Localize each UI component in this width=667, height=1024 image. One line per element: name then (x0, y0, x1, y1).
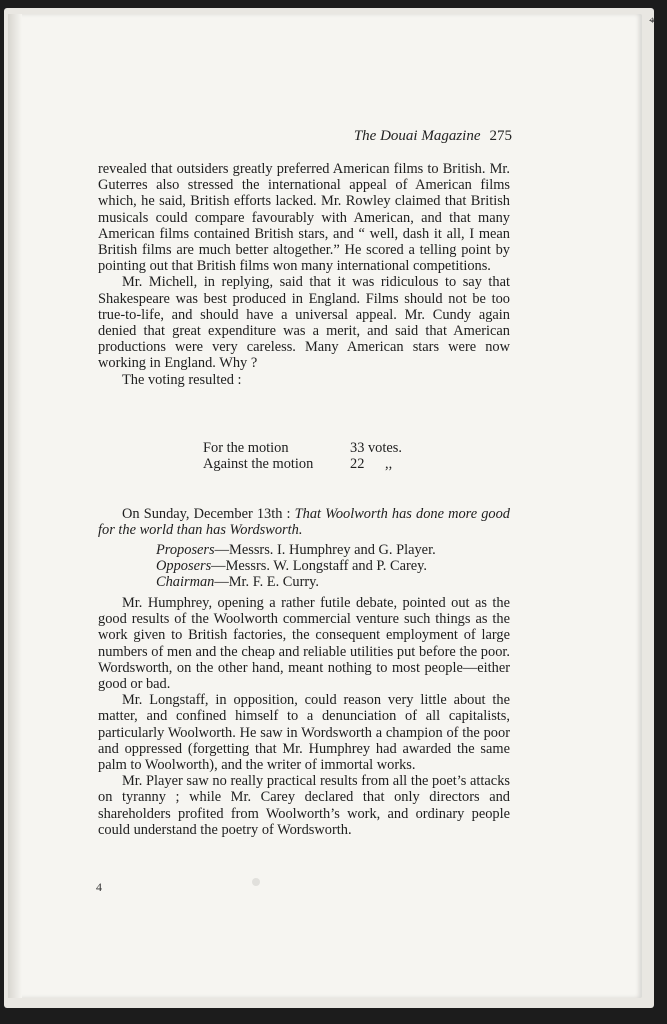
opposers-line (156, 558, 427, 574)
running-header (354, 128, 512, 145)
chairman-name: —Mr. F. E. Curry. (214, 574, 320, 590)
paragraph: revealed that outsiders greatly preferred American films to British. Mr. Guterres also stressed the international appeal of American films which, he said, British efforts lacked. Mr. Rowley claimed that British musicals could compare favourably with American, and that many American films contained British stars, and “ well, dash it all, I mean British films are much better altogether.” He scored a telling point by pointing out that British films won many international competitions. (98, 161, 510, 275)
chairman-label: Chairman (156, 574, 215, 590)
debate-announcement (98, 506, 510, 538)
voting-intro: The voting resulted : (122, 371, 242, 388)
magazine-title: The Douai Magazine (353, 128, 481, 144)
vote-against-ditto: ,, (385, 456, 393, 472)
body-text-bottom (98, 595, 510, 838)
proposers-label: Proposers (156, 542, 215, 558)
vote-against-value: 22 (350, 456, 365, 472)
page-number: 275 (489, 128, 512, 144)
paragraph: Mr. Humphrey, opening a rather futile debate, pointed out as the good results of the Woolworth commercial venture such things as the work given to British factories, the consequent employment of large numbers of men and the cheap and reliable utilities put before the poor. Wordsworth, on the other hand, meant nothing to most people—either good or bad. (98, 595, 510, 693)
body-text-top (98, 161, 510, 388)
proposers-names: —Messrs. I. Humphrey and G. Player. (214, 542, 436, 558)
debate-date: On Sunday, December 13th : (122, 506, 295, 522)
proposers-line (156, 542, 436, 558)
paragraph: Mr. Michell, in replying, said that it was ridiculous to say that Shakespeare was best produced in England. Films should not be too true-to-life, and should have a universal appeal. Mr. Cundy again denied that great expenditure was a merit, and said that American productions were very careless. Many American stars were now working in England. Why ? (98, 274, 510, 372)
debate-motion: That Woolworth has done more good for the world than has Wordsworth. (98, 506, 510, 539)
opposers-names: —Messrs. W. Longstaff and P. Carey. (211, 558, 428, 574)
paper-blemish (252, 878, 260, 886)
corner-mark-icon: ⌖ (649, 13, 656, 27)
page-gutter (8, 14, 22, 998)
chairman-line (156, 574, 319, 590)
paragraph: Mr. Player saw no really practical results from all the poet’s attacks on tyranny ; while Mr. Carey declared that only directors and shareholders profited from Woolworth’s work, and ordinary people could understand the poetry of Wordsworth. (98, 773, 510, 838)
vote-for-label: For the motion (203, 440, 289, 456)
vote-against-label: Against the motion (203, 456, 314, 472)
opposers-label: Opposers (156, 558, 212, 574)
vote-for-value: 33 votes. (350, 440, 402, 456)
paragraph: Mr. Longstaff, in opposition, could reason very little about the matter, and confined himself to a denunciation of all capitalists, particularly Woolworth. He saw in Wordsworth a champion of the poor and oppressed (forgetting that Mr. Humphrey had awarded the same palm to Woolworth), and the writer of immortal works. (98, 692, 510, 774)
signature-mark: 4 (96, 880, 102, 894)
